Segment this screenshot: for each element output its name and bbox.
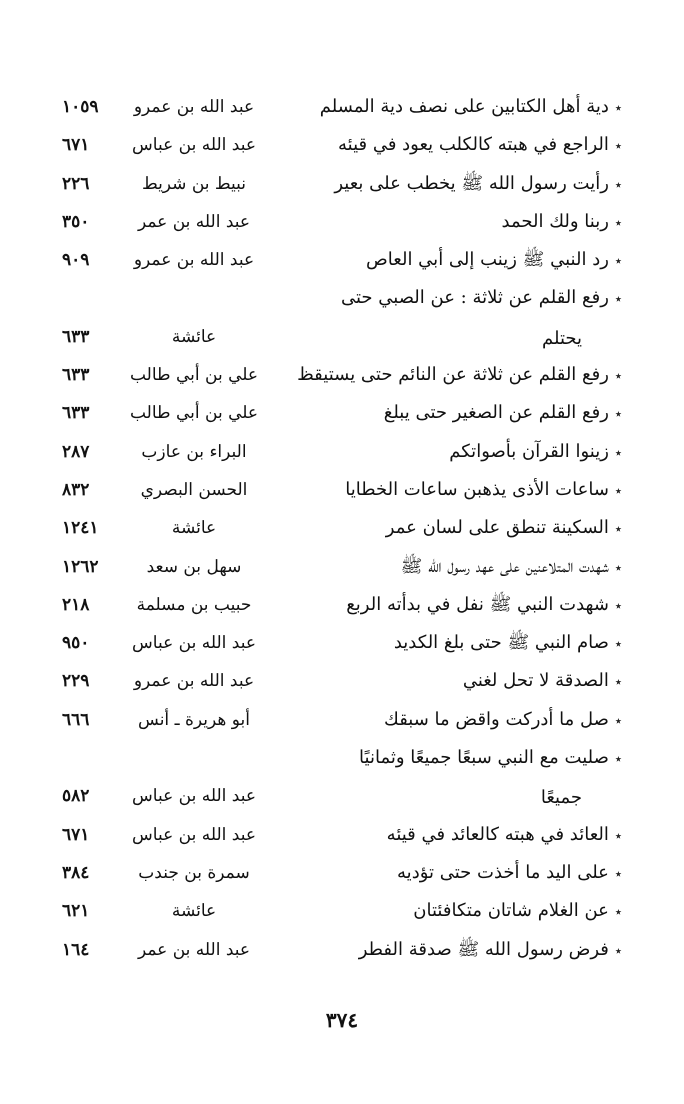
reference-page-number: ٢٢٦ [62, 173, 90, 194]
hadith-incipit: عن الغلام شاتان متكافئتان [413, 900, 609, 922]
hadith-incipit: دية أهل الكتابين على نصف دية المسلم [319, 96, 609, 117]
hadith-text [282, 624, 622, 664]
reference-page-number: ١٢٦٢ [62, 556, 99, 577]
index-entry [0, 356, 684, 394]
narrator-name: حبيب بن مسلمة [136, 594, 252, 615]
reference-page-number: ٢٢٩ [62, 671, 90, 692]
narrator-name: عبد الله بن عباس [132, 135, 256, 156]
reference-page-number: ٣٥٠ [62, 211, 90, 232]
narrator-name: علي بن أبي طالب [129, 403, 259, 424]
hadith-text [282, 394, 622, 434]
reference-page-number: ١٢٤١ [62, 518, 99, 539]
hadith-text [282, 662, 622, 702]
bullet-star-icon: ٭ [614, 675, 622, 691]
index-entry [0, 816, 684, 854]
reference-page-number: ١٠٥٩ [62, 97, 99, 117]
hadith-text [282, 356, 622, 396]
hadith-text [282, 509, 622, 549]
hadith-incipit: ربنا ولك الحمد [501, 210, 609, 232]
hadith-incipit: فرض رسول الله ﷺ صدقة الفطر [358, 938, 609, 960]
hadith-incipit: رفع القلم عن ثلاثة عن النائم حتى يستيقظ [297, 364, 609, 386]
hadith-incipit: رفع القلم عن الصغير حتى يبلغ [383, 402, 609, 424]
hadith-text [282, 165, 622, 205]
hadith-text [282, 88, 622, 128]
narrator-name: عبد الله بن عباس [132, 633, 256, 654]
narrator-name: سمرة بن جندب [138, 862, 250, 883]
bullet-star-icon: ٭ [614, 407, 622, 423]
hadith-text [282, 241, 622, 281]
reference-page-number: ٢٨٧ [62, 441, 90, 462]
hadith-text [282, 433, 622, 473]
hadith-text [282, 279, 622, 358]
hadith-incipit: رفع القلم عن ثلاثة : عن الصبي حتى [340, 287, 609, 309]
hadith-incipit: الصدقة لا تحل لغني [462, 670, 609, 692]
hadith-continuation: جميعًا [540, 787, 582, 809]
bullet-star-icon: ٭ [614, 560, 622, 576]
index-entry [0, 126, 684, 164]
reference-page-number: ٦٧١ [62, 135, 90, 156]
reference-page-number: ٦٣٣ [62, 365, 90, 386]
hadith-text [282, 126, 622, 166]
narrator-name: عائشة [171, 901, 217, 922]
narrator-name: عبد الله بن عمر [137, 211, 251, 232]
narrator-name: سهل بن سعد [146, 556, 242, 577]
narrator-name: عائشة [171, 518, 217, 539]
bullet-star-icon: ٭ [614, 215, 622, 231]
bullet-star-icon: ٭ [614, 177, 622, 193]
index-entry [0, 241, 684, 279]
hadith-text [282, 931, 622, 971]
hadith-text [282, 701, 622, 741]
hadith-text [282, 854, 622, 894]
index-entry [0, 509, 684, 547]
hadith-incipit: رد النبي ﷺ زينب إلى أبي العاص [366, 249, 609, 271]
bullet-star-icon: ٭ [614, 598, 622, 614]
narrator-name: عائشة [171, 326, 217, 347]
hadith-text [282, 586, 622, 626]
reference-page-number: ٨٣٢ [62, 479, 90, 500]
index-entry [0, 394, 684, 432]
index-entry [0, 739, 684, 816]
bullet-star-icon: ٭ [614, 139, 622, 155]
bullet-star-icon: ٭ [614, 943, 622, 959]
reference-page-number: ٢١٨ [62, 594, 90, 615]
bullet-star-icon: ٭ [614, 866, 622, 882]
bullet-star-icon: ٭ [614, 905, 622, 921]
hadith-text [282, 203, 622, 243]
narrator-name: نبيط بن شريط [141, 173, 247, 194]
reference-page-number: ٦٣٣ [62, 326, 90, 347]
index-entry [0, 203, 684, 241]
page-number: ٣٧٤ [325, 1008, 359, 1032]
index-entry [0, 279, 684, 356]
reference-page-number: ٥٨٢ [62, 786, 90, 807]
index-entry [0, 548, 684, 586]
reference-page-number: ٦٦٦ [62, 709, 90, 730]
hadith-incipit: صليت مع النبي سبعًا جميعًا وثمانيًا [359, 747, 609, 769]
reference-page-number: ٩٠٩ [62, 250, 90, 271]
bullet-star-icon: ٭ [614, 637, 622, 653]
bullet-star-icon: ٭ [614, 254, 622, 270]
reference-page-number: ١٦٤ [62, 939, 90, 960]
bullet-star-icon: ٭ [614, 483, 622, 499]
narrator-name: البراء بن عازب [141, 441, 247, 462]
bullet-star-icon: ٭ [614, 522, 622, 538]
narrator-name: عبد الله بن عمر [137, 939, 251, 960]
reference-page-number: ٦٢١ [62, 901, 90, 922]
index-entry [0, 701, 684, 739]
index-entry [0, 662, 684, 700]
hadith-incipit: شهدت المتلاعنين على عهد رسول الله ﷺ [400, 555, 609, 577]
bullet-star-icon: ٭ [614, 828, 622, 844]
reference-page-number: ٦٧١ [62, 824, 90, 845]
narrator-name: عبد الله بن عمرو [133, 97, 255, 117]
bullet-star-icon: ٭ [614, 292, 622, 308]
index-entry [0, 854, 684, 892]
hadith-index-list [0, 88, 684, 969]
bullet-star-icon: ٭ [614, 752, 622, 768]
narrator-name: الحسن البصري [140, 479, 248, 500]
narrator-name: عبد الله بن عباس [132, 786, 256, 807]
index-entry [0, 165, 684, 203]
hadith-incipit: ساعات الأذى يذهبن ساعات الخطايا [345, 478, 609, 500]
hadith-incipit: صام النبي ﷺ حتى بلغ الكديد [393, 632, 609, 654]
hadith-incipit: صل ما أدركت واقض ما سبقك [384, 708, 609, 730]
hadith-incipit: شهدت النبي ﷺ نفل في بدأته الربع [346, 593, 609, 615]
hadith-incipit: الراجع في هبته كالكلب يعود في قيئه [337, 134, 609, 156]
index-entry [0, 892, 684, 930]
narrator-name: عبد الله بن عباس [132, 824, 256, 845]
hadith-text [282, 471, 622, 511]
hadith-text [282, 548, 622, 588]
narrator-name: عبد الله بن عمرو [133, 671, 255, 692]
hadith-continuation: يحتلم [542, 327, 582, 349]
index-entry [0, 624, 684, 662]
hadith-text [282, 892, 622, 932]
narrator-name: أبو هريرة ـ أنس [138, 709, 250, 730]
bullet-star-icon: ٭ [614, 101, 622, 116]
hadith-incipit: على اليد ما أخذت حتى تؤديه [397, 861, 609, 883]
bullet-star-icon: ٭ [614, 713, 622, 729]
index-entry [0, 433, 684, 471]
index-entry [0, 88, 684, 126]
index-entry [0, 931, 684, 969]
bullet-star-icon: ٭ [614, 445, 622, 461]
hadith-incipit: زينوا القرآن بأصواتكم [449, 440, 609, 462]
bullet-star-icon: ٭ [614, 369, 622, 385]
reference-page-number: ٦٣٣ [62, 403, 90, 424]
index-entry [0, 586, 684, 624]
hadith-incipit: السكينة تنطق على لسان عمر [385, 517, 609, 539]
reference-page-number: ٩٥٠ [62, 633, 90, 654]
hadith-text [282, 816, 622, 856]
narrator-name: عبد الله بن عمرو [133, 250, 255, 271]
hadith-text [282, 739, 622, 818]
hadith-incipit: رأيت رسول الله ﷺ يخطب على بعير [334, 172, 609, 194]
index-entry [0, 471, 684, 509]
narrator-name: علي بن أبي طالب [129, 365, 259, 386]
hadith-incipit: العائد في هبته كالعائد في قيئه [386, 823, 609, 845]
reference-page-number: ٣٨٤ [62, 862, 90, 883]
